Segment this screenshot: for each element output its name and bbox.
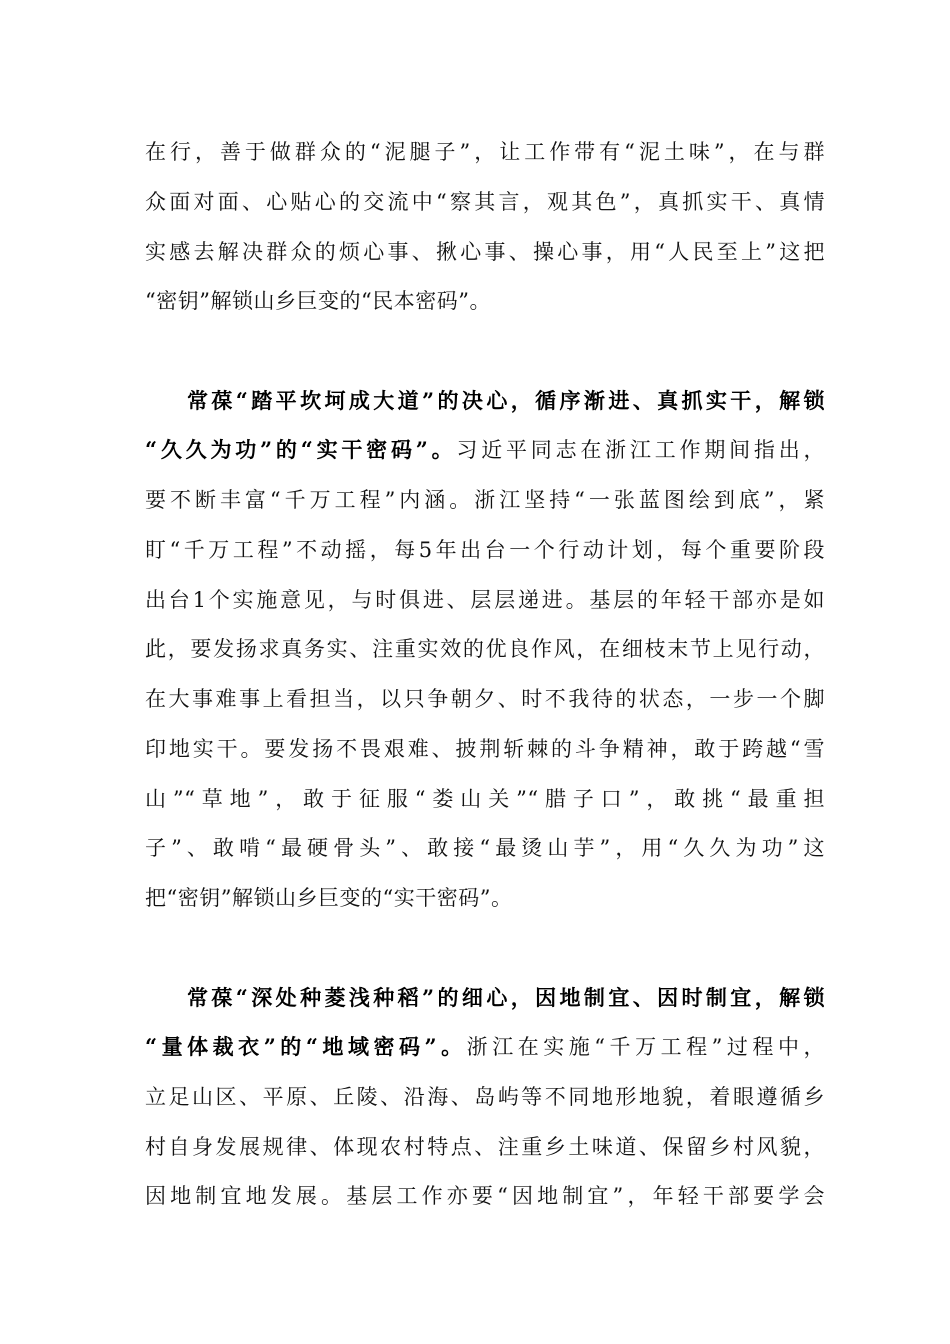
text-line: [145, 733, 825, 765]
text-run: 印地实干。要发扬不畏艰难、披荆斩棘的斗争精神，敢于跨越“雪: [145, 737, 825, 761]
text-line: [145, 1131, 825, 1163]
text-run: 在大事难事上看担当，以只争朝夕、时不我待的状态，一步一个脚: [145, 687, 825, 711]
text-run: 把“密钥”解锁山乡巨变的“实干密码”。: [145, 886, 513, 910]
text-line: [145, 1081, 825, 1113]
text-run: 此，要发扬求真务实、注重实效的优良作风，在细枝末节上见行动，: [145, 637, 825, 661]
text-line: [145, 584, 825, 616]
text-run: 因地制宜地发展。基层工作亦要“因地制宜”，年轻干部要学会: [145, 1184, 825, 1208]
text-line: [145, 186, 825, 218]
text-line: [145, 136, 825, 168]
text-line: [145, 1031, 825, 1063]
text-run: 出台1个实施意见，与时俱进、层层递进。基层的年轻干部亦是如: [145, 588, 825, 612]
text-line: [145, 484, 825, 516]
text-line: [145, 1180, 825, 1212]
text-run: 浙江在实施“千万工程”过程中，: [466, 1035, 825, 1059]
text-run: 习近平同志在浙江工作期间指出，: [456, 438, 825, 462]
text-line: [145, 832, 825, 864]
bold-heading-run: “量体裁衣”的“地域密码”。: [145, 1034, 467, 1059]
text-line: [145, 434, 825, 466]
text-line: [145, 683, 825, 715]
text-line: [145, 633, 825, 665]
text-run: 在行，善于做群众的“泥腿子”，让工作带有“泥土味”，在与群: [145, 140, 825, 164]
bold-heading-run: “久久为功”的“实干密码”。: [145, 437, 457, 462]
bold-heading-run: 常葆“深处种菱浅种稻”的细心，因地制宜、因时制宜，解锁: [187, 985, 825, 1010]
text-run: 村自身发展规律、体现农村特点、注重乡土味道、保留乡村风貌，: [145, 1135, 825, 1159]
text-line: [145, 783, 825, 815]
paragraph-heading-line: [187, 982, 825, 1014]
bold-heading-run: 常葆“踏平坎坷成大道”的决心，循序渐进、真抓实干，解锁: [187, 388, 825, 413]
text-run: 众面对面、心贴心的交流中“察其言，观其色”，真抓实干、真情: [145, 190, 825, 214]
text-run: 立足山区、平原、丘陵、沿海、岛屿等不同地形地貌，着眼遵循乡: [145, 1085, 825, 1109]
text-run: 实感去解决群众的烦心事、揪心事、操心事，用“人民至上”这把: [145, 240, 825, 264]
text-run: 要不断丰富“千万工程”内涵。浙江坚持“一张蓝图绘到底”，紧: [145, 488, 825, 512]
text-run: “密钥”解锁山乡巨变的“民本密码”。: [145, 289, 491, 313]
text-line: [145, 236, 825, 268]
text-run: 盯“千万工程”不动摇，每5年出台一个行动计划，每个重要阶段: [145, 538, 825, 562]
text-run: 子”、敢啃“最硬骨头”、敢接“最烫山芋”，用“久久为功”这: [145, 836, 825, 860]
text-run: 山”“草地”，敢于征服“娄山关”“腊子口”，敢挑“最重担: [145, 787, 825, 811]
text-line: [145, 534, 825, 566]
text-line: [145, 882, 825, 914]
text-line: [145, 285, 825, 317]
paragraph-heading-line: [187, 385, 825, 417]
